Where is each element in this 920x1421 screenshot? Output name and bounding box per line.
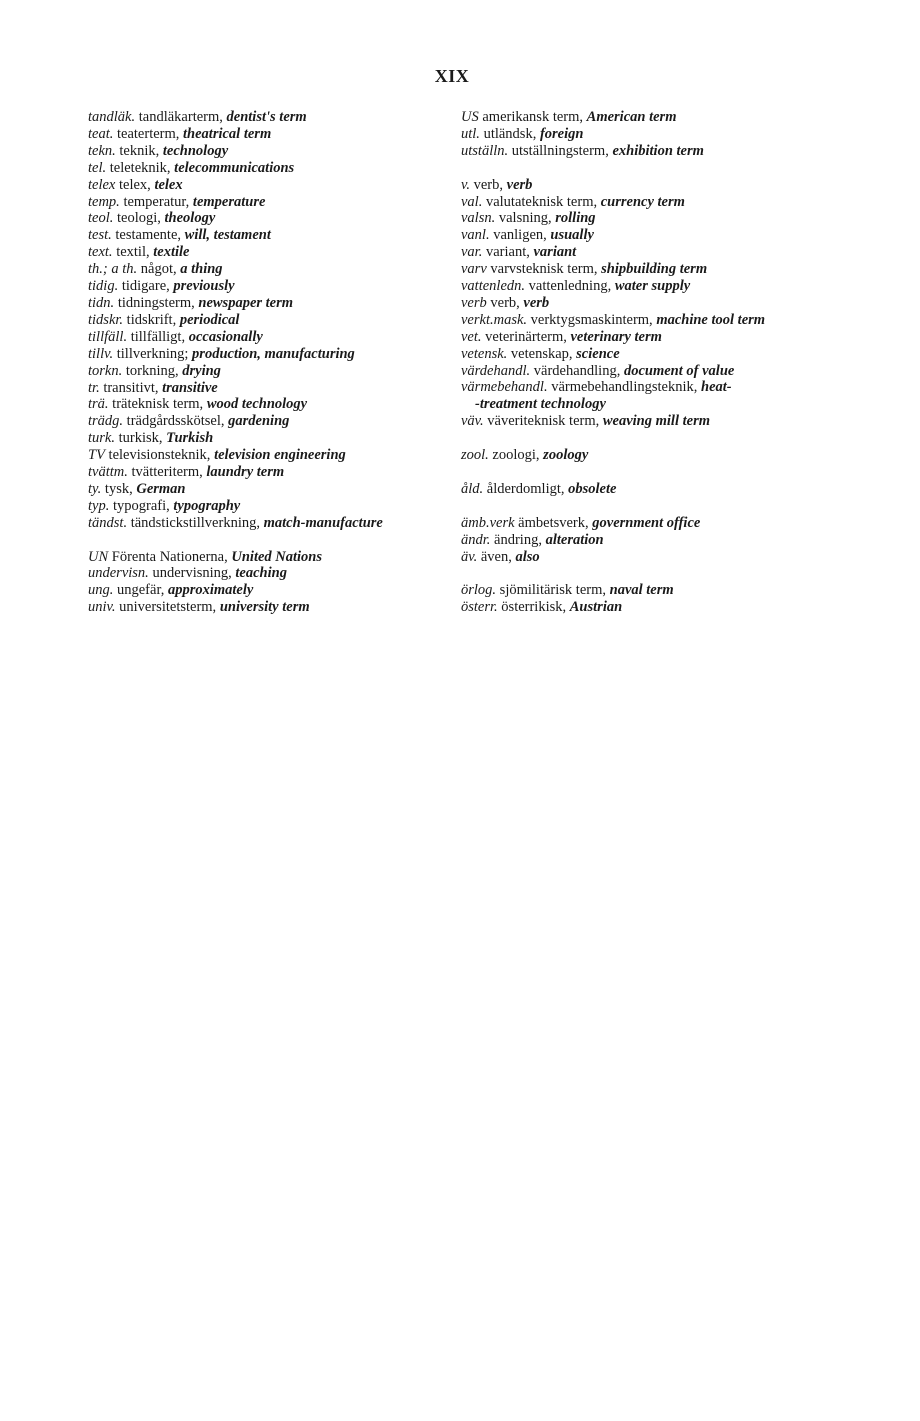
swedish-meaning: tidningsterm, — [117, 294, 195, 311]
swedish-meaning: variant, — [485, 244, 530, 261]
english-meaning: dentist's term — [226, 109, 307, 125]
abbreviation: tandläk. — [88, 109, 136, 125]
abbreviation-entry — [461, 143, 821, 160]
abbreviation-entry — [88, 194, 458, 211]
swedish-meaning: ålderdomligt, — [486, 480, 565, 497]
english-meaning: theology — [164, 210, 216, 227]
swedish-meaning: ungefär, — [117, 582, 165, 599]
abbreviation: värmebehandl. — [461, 379, 548, 396]
swedish-meaning: verktygsmaskinterm, — [530, 311, 653, 328]
abbreviation-entry — [88, 346, 458, 363]
swedish-meaning: teknik, — [119, 142, 160, 159]
swedish-meaning: tidigare, — [121, 278, 170, 295]
abbreviation: utställn. — [461, 142, 509, 159]
swedish-meaning: trädgårdsskötsel, — [126, 413, 225, 430]
abbreviation-entry — [461, 582, 821, 599]
abbreviation: ändr. — [461, 531, 491, 548]
swedish-meaning: österrikisk, — [501, 599, 567, 616]
english-meaning: science — [576, 345, 620, 362]
abbreviation: vet. — [461, 328, 482, 345]
abbreviation: tekn. — [88, 142, 116, 159]
english-meaning: textile — [153, 244, 190, 261]
abbreviation: tillv. — [88, 345, 114, 362]
english-meaning: transitive — [162, 379, 218, 396]
abbreviation: tändst. — [88, 514, 128, 531]
abbreviation-entry — [88, 464, 458, 481]
abbreviation-entry — [461, 210, 821, 227]
entry-gap — [88, 532, 458, 549]
english-meaning: will, testament — [184, 227, 271, 244]
abbreviation-entry — [461, 109, 821, 126]
abbreviation-list-right — [461, 109, 821, 616]
swedish-meaning: vanligen, — [493, 227, 547, 244]
abbreviation: turk. — [88, 430, 115, 447]
swedish-meaning: zoologi, — [492, 447, 540, 464]
entry-gap — [461, 498, 821, 515]
english-meaning: machine tool term — [656, 311, 766, 328]
swedish-meaning: turkisk, — [118, 430, 163, 447]
swedish-meaning: väveriteknisk term, — [487, 413, 600, 430]
english-meaning: German — [136, 480, 186, 497]
english-meaning: match-manufacture — [263, 514, 383, 531]
abbreviation-entry — [88, 430, 458, 447]
abbreviation-entry-continuation — [461, 396, 821, 413]
abbreviation-entry — [461, 194, 821, 211]
abbreviation-entry — [88, 413, 458, 430]
english-meaning: laundry term — [206, 464, 285, 481]
abbreviation-entry — [461, 413, 821, 430]
abbreviation: trä. — [88, 396, 109, 413]
swedish-meaning: veterinärterm, — [485, 328, 567, 345]
swedish-meaning: tillverkning; — [116, 345, 189, 362]
abbreviation: torkn. — [88, 362, 123, 379]
english-meaning: heat- — [701, 379, 732, 396]
abbreviation: typ. — [88, 497, 110, 514]
english-meaning: previously — [173, 278, 235, 295]
swedish-meaning: utländsk, — [483, 125, 537, 142]
abbreviation-entry — [88, 599, 458, 616]
english-meaning: technology — [162, 142, 229, 159]
abbreviation: varv — [461, 261, 487, 278]
abbreviation-entry — [88, 396, 458, 413]
abbreviation-entry — [461, 177, 821, 194]
swedish-meaning: ändring, — [494, 531, 542, 548]
swedish-meaning: universitetsterm, — [119, 599, 217, 616]
english-meaning: wood technology — [206, 396, 308, 413]
swedish-meaning: textil, — [116, 244, 150, 261]
english-meaning: foreign — [539, 125, 584, 142]
abbreviation: vanl. — [461, 227, 490, 244]
abbreviation: text. — [88, 244, 113, 261]
abbreviation-entry — [88, 363, 458, 380]
english-meaning: water supply — [614, 278, 691, 295]
swedish-meaning: tandläkarterm, — [138, 109, 223, 125]
swedish-meaning: temperatur, — [123, 193, 190, 210]
swedish-meaning: verb, — [473, 176, 504, 193]
swedish-meaning: värmebehandlingsteknik, — [551, 379, 698, 396]
english-meaning: theatrical term — [183, 125, 272, 142]
abbreviation: österr. — [461, 599, 498, 616]
abbreviation: åld. — [461, 480, 484, 497]
abbreviation-entry — [461, 295, 821, 312]
swedish-meaning: transitivt, — [103, 379, 159, 396]
abbreviation-entry — [461, 379, 821, 396]
english-meaning: television engineering — [214, 447, 346, 464]
abbreviation: US — [461, 109, 479, 125]
abbreviation: äv. — [461, 548, 478, 565]
abbreviation-entry — [88, 447, 458, 464]
abbreviation-entry — [88, 582, 458, 599]
english-meaning: production, manufacturing — [192, 345, 355, 362]
abbreviation-entry — [88, 549, 458, 566]
abbreviation-entry — [461, 261, 821, 278]
swedish-meaning: vetenskap, — [510, 345, 573, 362]
swedish-meaning: telex, — [119, 176, 151, 193]
abbreviation: undervisn. — [88, 565, 149, 582]
swedish-meaning: torkning, — [125, 362, 179, 379]
abbreviation: tr. — [88, 379, 100, 396]
english-meaning: alteration — [545, 531, 604, 548]
abbreviation-entry — [461, 532, 821, 549]
abbreviation-entry — [88, 278, 458, 295]
entry-gap — [461, 430, 821, 447]
abbreviation: verb — [461, 294, 487, 311]
abbreviation-entry — [88, 481, 458, 498]
english-meaning: usually — [550, 227, 594, 244]
english-meaning: also — [515, 548, 540, 565]
swedish-meaning: varvsteknisk term, — [490, 261, 598, 278]
abbreviation: telex — [88, 176, 116, 193]
abbreviation: tidig. — [88, 278, 119, 295]
abbreviation-entry — [88, 565, 458, 582]
entry-gap — [461, 160, 821, 177]
swedish-meaning: tysk, — [104, 480, 133, 497]
abbreviation-entry — [88, 160, 458, 177]
abbreviation-entry — [88, 210, 458, 227]
english-meaning: weaving mill term — [602, 413, 710, 430]
abbreviation-entry — [88, 329, 458, 346]
english-meaning: obsolete — [568, 480, 617, 497]
abbreviation-entry — [88, 498, 458, 515]
swedish-meaning: tändstickstillverkning, — [130, 514, 260, 531]
swedish-meaning: teleteknik, — [109, 159, 171, 176]
swedish-meaning: tidskrift, — [126, 311, 177, 328]
abbreviation-entry — [88, 177, 458, 194]
abbreviation: teat. — [88, 125, 114, 142]
abbreviation-entry — [88, 126, 458, 143]
swedish-meaning: träteknisk term, — [112, 396, 204, 413]
english-meaning: telecommunications — [174, 159, 295, 176]
abbreviation: test. — [88, 227, 112, 244]
abbreviation-entry — [461, 346, 821, 363]
abbreviation-entry — [88, 109, 458, 126]
english-meaning: veterinary term — [570, 328, 662, 345]
abbreviation-entry — [88, 227, 458, 244]
abbreviation-entry — [88, 515, 458, 532]
english-meaning: Austrian — [569, 599, 623, 616]
swedish-meaning: testamente, — [115, 227, 182, 244]
swedish-meaning: valsning, — [498, 210, 552, 227]
english-meaning: currency term — [600, 193, 685, 210]
abbreviation: tidn. — [88, 294, 115, 311]
abbreviation: UN — [88, 548, 109, 565]
swedish-meaning: verb, — [490, 294, 520, 311]
english-meaning: Turkish — [166, 430, 214, 447]
abbreviation: tillfäll. — [88, 328, 128, 345]
abbreviation-entry — [461, 549, 821, 566]
abbreviation-entry — [461, 312, 821, 329]
english-meaning: newspaper term — [198, 294, 294, 311]
english-meaning: approximately — [167, 582, 254, 599]
english-meaning: drying — [182, 362, 221, 379]
swedish-meaning: typografi, — [112, 497, 170, 514]
abbreviation-entry — [461, 599, 821, 616]
swedish-meaning: värdehandling, — [533, 362, 621, 379]
abbreviation-list-left — [88, 109, 458, 616]
swedish-meaning: sjömilitärisk term, — [499, 582, 606, 599]
abbreviation: val. — [461, 193, 483, 210]
entry-gap — [461, 464, 821, 481]
abbreviation: var. — [461, 244, 483, 261]
abbreviation: örlog. — [461, 582, 497, 599]
swedish-meaning: utställningsterm, — [511, 142, 609, 159]
abbreviation: temp. — [88, 193, 120, 210]
english-meaning: zoology — [543, 447, 589, 464]
english-meaning: American term — [586, 109, 677, 125]
swedish-meaning: valutateknisk term, — [485, 193, 598, 210]
abbreviation: ty. — [88, 480, 102, 497]
english-meaning: a thing — [180, 261, 223, 278]
english-meaning: government office — [592, 514, 701, 531]
swedish-meaning: teologi, — [117, 210, 161, 227]
abbreviation-entry — [88, 380, 458, 397]
english-meaning: university term — [219, 599, 310, 616]
abbreviation: värdehandl. — [461, 362, 531, 379]
swedish-meaning: vattenledning, — [528, 278, 612, 295]
abbreviation: univ. — [88, 599, 116, 616]
abbreviation: trädg. — [88, 413, 124, 430]
abbreviation: TV — [88, 447, 105, 464]
abbreviation-entry — [461, 363, 821, 380]
abbreviation: ämb.verk — [461, 514, 515, 531]
english-meaning: typography — [173, 497, 241, 514]
abbreviation-entry — [461, 481, 821, 498]
abbreviation: ung. — [88, 582, 114, 599]
english-meaning: document of value — [623, 362, 735, 379]
swedish-meaning: tvätteriterm, — [131, 464, 203, 481]
abbreviation-entry — [88, 261, 458, 278]
english-meaning: temperature — [192, 193, 266, 210]
abbreviation: teol. — [88, 210, 114, 227]
english-meaning: periodical — [179, 311, 240, 328]
swedish-meaning: något, — [140, 261, 177, 278]
abbreviation: v. — [461, 176, 470, 193]
abbreviation: zool. — [461, 447, 489, 464]
abbreviation: utl. — [461, 125, 480, 142]
abbreviation-entry — [461, 447, 821, 464]
abbreviation-entry — [461, 126, 821, 143]
english-meaning: exhibition term — [612, 142, 704, 159]
swedish-meaning: Förenta Nationerna, — [111, 548, 228, 565]
english-meaning: teaching — [235, 565, 287, 582]
english-meaning: rolling — [555, 210, 596, 227]
english-meaning: naval term — [609, 582, 674, 599]
abbreviation: tidskr. — [88, 311, 124, 328]
abbreviation: th.; a th. — [88, 261, 138, 278]
swedish-meaning: televisionsteknik, — [108, 447, 211, 464]
english-meaning: verb — [506, 176, 533, 193]
swedish-meaning: undervisning, — [152, 565, 232, 582]
abbreviation: vetensk. — [461, 345, 508, 362]
abbreviation: tvättm. — [88, 464, 128, 481]
abbreviation-entry — [88, 143, 458, 160]
abbreviation: verkt.mask. — [461, 311, 528, 328]
abbreviation-entry — [88, 295, 458, 312]
english-meaning: verb — [523, 294, 550, 311]
abbreviation-entry — [88, 244, 458, 261]
abbreviation-entry — [461, 278, 821, 295]
english-meaning: United Nations — [231, 548, 323, 565]
english-meaning: shipbuilding term — [601, 261, 708, 278]
abbreviation-entry — [461, 244, 821, 261]
abbreviation-entry — [88, 312, 458, 329]
abbreviation: vattenledn. — [461, 278, 526, 295]
swedish-meaning: amerikansk term, — [482, 109, 584, 125]
english-meaning: telex — [154, 176, 183, 193]
swedish-meaning: även, — [480, 548, 512, 565]
entry-gap — [461, 565, 821, 582]
page-number: XIX — [434, 66, 470, 86]
abbreviation: väv. — [461, 413, 484, 430]
abbreviation-entry — [461, 515, 821, 532]
swedish-meaning: ämbetsverk, — [518, 514, 589, 531]
english-meaning: occasionally — [188, 328, 263, 345]
abbreviation-entry — [461, 329, 821, 346]
english-meaning: gardening — [228, 413, 290, 430]
english-meaning: -treatment technology — [475, 396, 606, 413]
english-meaning: variant — [533, 244, 577, 261]
swedish-meaning: tillfälligt, — [130, 328, 186, 345]
abbreviation: tel. — [88, 159, 107, 176]
abbreviation-entry — [461, 227, 821, 244]
abbreviation: valsn. — [461, 210, 496, 227]
swedish-meaning: teaterterm, — [117, 125, 180, 142]
